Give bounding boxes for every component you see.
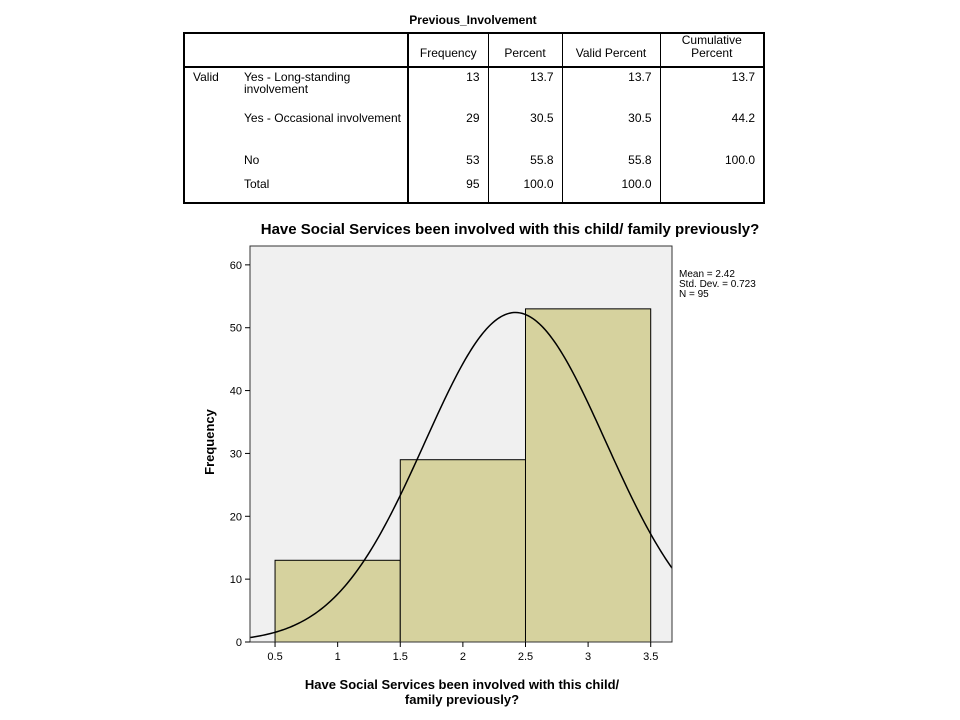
table-row [184,67,764,109]
stats-line: N = 95 [679,289,709,300]
row-label: Yes - Long-standing involvement [244,70,351,96]
x-axis-label-line: Have Social Services been involved with this child/ [304,677,620,692]
cell-percent: 100.0 [488,175,562,203]
y-tick-label: 40 [229,385,242,398]
group-label-empty [184,151,242,175]
group-label-empty [184,175,242,203]
x-tick-label: 0.5 [267,651,283,663]
cell-frequency: 53 [408,151,488,175]
histogram-bar [400,460,525,642]
y-tick-label: 10 [229,574,242,587]
x-tick-label: 3.5 [643,651,659,663]
group-label: Valid [184,67,242,109]
x-axis-label [305,677,620,707]
y-tick-label: 50 [229,322,242,335]
histogram-chart [0,210,960,720]
histogram-bar [525,309,650,642]
histogram-bar [275,560,400,642]
frequency-table-panel [183,8,763,204]
header-valid-percent: Valid Percent [562,33,660,67]
stats-line: Mean = 2.42 [679,269,735,280]
y-axis-label: Frequency [202,409,217,475]
header-blank [184,33,408,67]
cell-percent: 30.5 [488,109,562,151]
y-axis [230,260,250,649]
x-axis-label-line: family previously? [404,692,520,707]
row-label: Yes - Occasional involvement [244,111,401,125]
y-tick-label: 30 [229,448,242,461]
row-label: Total [242,175,408,203]
cell-cumulative-percent: 100.0 [660,151,764,175]
group-label-empty [184,109,242,151]
cell-valid-percent: 55.8 [562,151,660,175]
cell-cumulative-percent: 44.2 [660,109,764,151]
cell-valid-percent: 100.0 [562,175,660,203]
header-frequency: Frequency [408,33,488,67]
cell-frequency: 13 [408,67,488,109]
table-row-total [184,175,764,203]
table-row [184,151,764,175]
x-tick-label: 3 [585,651,592,663]
chart-title: Have Social Services been involved with this child/ family previously? [260,221,760,238]
y-tick-label: 20 [229,511,242,524]
table-header-row [184,33,764,67]
cell-cumulative-percent [660,175,764,203]
frequency-table [183,32,765,204]
header-cumulative-percent: Cumulative Percent [660,33,764,67]
cell-valid-percent: 30.5 [562,109,660,151]
row-label: No [244,153,260,167]
stats-box [679,269,756,300]
x-tick-label: 1 [334,651,341,663]
y-tick-label: 0 [235,637,242,649]
table-title: Previous_Involvement [409,13,537,27]
cell-cumulative-percent: 13.7 [660,67,764,109]
cell-frequency: 95 [408,175,488,203]
header-percent: Percent [488,33,562,67]
cell-valid-percent: 13.7 [562,67,660,109]
x-axis [267,642,658,663]
cell-percent: 13.7 [488,67,562,109]
cell-percent: 55.8 [488,151,562,175]
x-tick-label: 2.5 [517,651,534,663]
y-tick-label: 60 [229,259,242,272]
table-row [184,109,764,151]
stats-line: Std. Dev. = 0.723 [679,279,756,290]
cell-frequency: 29 [408,109,488,151]
x-tick-label: 1.5 [392,651,408,663]
x-tick-label: 2 [459,651,466,663]
